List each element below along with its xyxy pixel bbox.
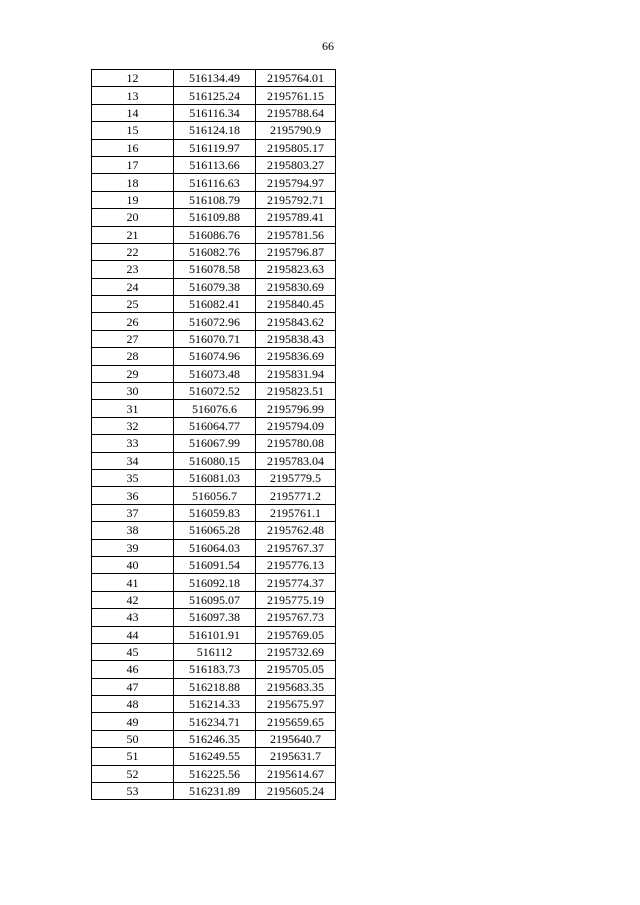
point-number-cell: 53 [92, 783, 174, 800]
coordinate-table [91, 69, 336, 800]
y-coordinate-cell: 2195803.27 [256, 156, 336, 173]
table-row [92, 243, 336, 260]
y-coordinate-cell: 2195830.69 [256, 278, 336, 295]
x-coordinate-cell: 516249.55 [174, 748, 256, 765]
table-row [92, 383, 336, 400]
table-row [92, 626, 336, 643]
y-coordinate-cell: 2195774.37 [256, 574, 336, 591]
y-coordinate-cell: 2195780.08 [256, 435, 336, 452]
table-row [92, 348, 336, 365]
point-number-cell: 35 [92, 469, 174, 486]
table-row [92, 156, 336, 173]
y-coordinate-cell: 2195794.97 [256, 174, 336, 191]
y-coordinate-cell: 2195776.13 [256, 556, 336, 573]
x-coordinate-cell: 516097.38 [174, 609, 256, 626]
table-row [92, 365, 336, 382]
x-coordinate-cell: 516065.28 [174, 522, 256, 539]
table-row [92, 765, 336, 782]
table-row [92, 435, 336, 452]
y-coordinate-cell: 2195823.63 [256, 261, 336, 278]
table-row [92, 296, 336, 313]
point-number-cell: 29 [92, 365, 174, 382]
table-row [92, 504, 336, 521]
point-number-cell: 12 [92, 70, 174, 87]
y-coordinate-cell: 2195843.62 [256, 313, 336, 330]
table-row [92, 574, 336, 591]
point-number-cell: 16 [92, 139, 174, 156]
point-number-cell: 25 [92, 296, 174, 313]
x-coordinate-cell: 516095.07 [174, 591, 256, 608]
table-row [92, 226, 336, 243]
y-coordinate-cell: 2195831.94 [256, 365, 336, 382]
x-coordinate-cell: 516064.03 [174, 539, 256, 556]
table-row [92, 661, 336, 678]
point-number-cell: 14 [92, 104, 174, 121]
y-coordinate-cell: 2195659.65 [256, 713, 336, 730]
y-coordinate-cell: 2195796.99 [256, 400, 336, 417]
y-coordinate-cell: 2195764.01 [256, 70, 336, 87]
x-coordinate-cell: 516225.56 [174, 765, 256, 782]
x-coordinate-cell: 516214.33 [174, 696, 256, 713]
x-coordinate-cell: 516072.96 [174, 313, 256, 330]
point-number-cell: 22 [92, 243, 174, 260]
y-coordinate-cell: 2195605.24 [256, 783, 336, 800]
y-coordinate-cell: 2195631.7 [256, 748, 336, 765]
point-number-cell: 52 [92, 765, 174, 782]
y-coordinate-cell: 2195640.7 [256, 730, 336, 747]
x-coordinate-cell: 516067.99 [174, 435, 256, 452]
point-number-cell: 40 [92, 556, 174, 573]
y-coordinate-cell: 2195767.37 [256, 539, 336, 556]
point-number-cell: 20 [92, 209, 174, 226]
y-coordinate-cell: 2195779.5 [256, 469, 336, 486]
y-coordinate-cell: 2195805.17 [256, 139, 336, 156]
y-coordinate-cell: 2195794.09 [256, 417, 336, 434]
point-number-cell: 37 [92, 504, 174, 521]
table-row [92, 522, 336, 539]
table-row [92, 122, 336, 139]
y-coordinate-cell: 2195789.41 [256, 209, 336, 226]
y-coordinate-cell: 2195840.45 [256, 296, 336, 313]
y-coordinate-cell: 2195790.9 [256, 122, 336, 139]
point-number-cell: 23 [92, 261, 174, 278]
x-coordinate-cell: 516081.03 [174, 469, 256, 486]
y-coordinate-cell: 2195761.15 [256, 87, 336, 104]
x-coordinate-cell: 516113.66 [174, 156, 256, 173]
point-number-cell: 34 [92, 452, 174, 469]
point-number-cell: 36 [92, 487, 174, 504]
point-number-cell: 51 [92, 748, 174, 765]
x-coordinate-cell: 516082.41 [174, 296, 256, 313]
y-coordinate-cell: 2195767.73 [256, 609, 336, 626]
point-number-cell: 30 [92, 383, 174, 400]
point-number-cell: 15 [92, 122, 174, 139]
point-number-cell: 44 [92, 626, 174, 643]
x-coordinate-cell: 516079.38 [174, 278, 256, 295]
point-number-cell: 19 [92, 191, 174, 208]
y-coordinate-cell: 2195796.87 [256, 243, 336, 260]
point-number-cell: 17 [92, 156, 174, 173]
table-row [92, 87, 336, 104]
table-row [92, 452, 336, 469]
x-coordinate-cell: 516078.58 [174, 261, 256, 278]
x-coordinate-cell: 516092.18 [174, 574, 256, 591]
x-coordinate-cell: 516134.49 [174, 70, 256, 87]
x-coordinate-cell: 516234.71 [174, 713, 256, 730]
y-coordinate-cell: 2195788.64 [256, 104, 336, 121]
x-coordinate-cell: 516070.71 [174, 330, 256, 347]
x-coordinate-cell: 516056.7 [174, 487, 256, 504]
table-row [92, 191, 336, 208]
y-coordinate-cell: 2195683.35 [256, 678, 336, 695]
y-coordinate-cell: 2195838.43 [256, 330, 336, 347]
x-coordinate-cell: 516116.34 [174, 104, 256, 121]
table-row [92, 313, 336, 330]
table-row [92, 696, 336, 713]
y-coordinate-cell: 2195836.69 [256, 348, 336, 365]
table-row [92, 591, 336, 608]
table-row [92, 609, 336, 626]
x-coordinate-cell: 516218.88 [174, 678, 256, 695]
point-number-cell: 47 [92, 678, 174, 695]
y-coordinate-cell: 2195771.2 [256, 487, 336, 504]
y-coordinate-cell: 2195775.19 [256, 591, 336, 608]
point-number-cell: 21 [92, 226, 174, 243]
y-coordinate-cell: 2195705.05 [256, 661, 336, 678]
coordinate-table-body [92, 70, 336, 800]
table-row [92, 330, 336, 347]
table-row [92, 209, 336, 226]
x-coordinate-cell: 516246.35 [174, 730, 256, 747]
point-number-cell: 33 [92, 435, 174, 452]
table-row [92, 748, 336, 765]
x-coordinate-cell: 516076.6 [174, 400, 256, 417]
x-coordinate-cell: 516112 [174, 643, 256, 660]
table-row [92, 104, 336, 121]
point-number-cell: 26 [92, 313, 174, 330]
table-row [92, 783, 336, 800]
point-number-cell: 18 [92, 174, 174, 191]
x-coordinate-cell: 516086.76 [174, 226, 256, 243]
point-number-cell: 27 [92, 330, 174, 347]
point-number-cell: 42 [92, 591, 174, 608]
table-row [92, 70, 336, 87]
x-coordinate-cell: 516124.18 [174, 122, 256, 139]
x-coordinate-cell: 516059.83 [174, 504, 256, 521]
x-coordinate-cell: 516108.79 [174, 191, 256, 208]
table-row [92, 643, 336, 660]
page-number: 66 [322, 39, 334, 53]
x-coordinate-cell: 516080.15 [174, 452, 256, 469]
point-number-cell: 38 [92, 522, 174, 539]
point-number-cell: 43 [92, 609, 174, 626]
point-number-cell: 46 [92, 661, 174, 678]
point-number-cell: 32 [92, 417, 174, 434]
x-coordinate-cell: 516091.54 [174, 556, 256, 573]
x-coordinate-cell: 516183.73 [174, 661, 256, 678]
x-coordinate-cell: 516072.52 [174, 383, 256, 400]
x-coordinate-cell: 516119.97 [174, 139, 256, 156]
table-row [92, 539, 336, 556]
y-coordinate-cell: 2195761.1 [256, 504, 336, 521]
table-row [92, 678, 336, 695]
y-coordinate-cell: 2195732.69 [256, 643, 336, 660]
y-coordinate-cell: 2195781.56 [256, 226, 336, 243]
table-row [92, 278, 336, 295]
point-number-cell: 13 [92, 87, 174, 104]
x-coordinate-cell: 516109.88 [174, 209, 256, 226]
table-row [92, 730, 336, 747]
x-coordinate-cell: 516082.76 [174, 243, 256, 260]
table-row [92, 417, 336, 434]
table-row [92, 556, 336, 573]
x-coordinate-cell: 516101.91 [174, 626, 256, 643]
point-number-cell: 48 [92, 696, 174, 713]
y-coordinate-cell: 2195614.67 [256, 765, 336, 782]
point-number-cell: 24 [92, 278, 174, 295]
x-coordinate-cell: 516116.63 [174, 174, 256, 191]
y-coordinate-cell: 2195792.71 [256, 191, 336, 208]
table-row [92, 174, 336, 191]
y-coordinate-cell: 2195823.51 [256, 383, 336, 400]
x-coordinate-cell: 516064.77 [174, 417, 256, 434]
y-coordinate-cell: 2195769.05 [256, 626, 336, 643]
point-number-cell: 49 [92, 713, 174, 730]
point-number-cell: 50 [92, 730, 174, 747]
point-number-cell: 39 [92, 539, 174, 556]
table-row [92, 469, 336, 486]
x-coordinate-cell: 516125.24 [174, 87, 256, 104]
y-coordinate-cell: 2195762.48 [256, 522, 336, 539]
x-coordinate-cell: 516231.89 [174, 783, 256, 800]
table-row [92, 261, 336, 278]
point-number-cell: 45 [92, 643, 174, 660]
point-number-cell: 28 [92, 348, 174, 365]
table-row [92, 713, 336, 730]
table-row [92, 487, 336, 504]
y-coordinate-cell: 2195675.97 [256, 696, 336, 713]
table-row [92, 139, 336, 156]
table-row [92, 400, 336, 417]
x-coordinate-cell: 516074.96 [174, 348, 256, 365]
y-coordinate-cell: 2195783.04 [256, 452, 336, 469]
point-number-cell: 31 [92, 400, 174, 417]
point-number-cell: 41 [92, 574, 174, 591]
x-coordinate-cell: 516073.48 [174, 365, 256, 382]
